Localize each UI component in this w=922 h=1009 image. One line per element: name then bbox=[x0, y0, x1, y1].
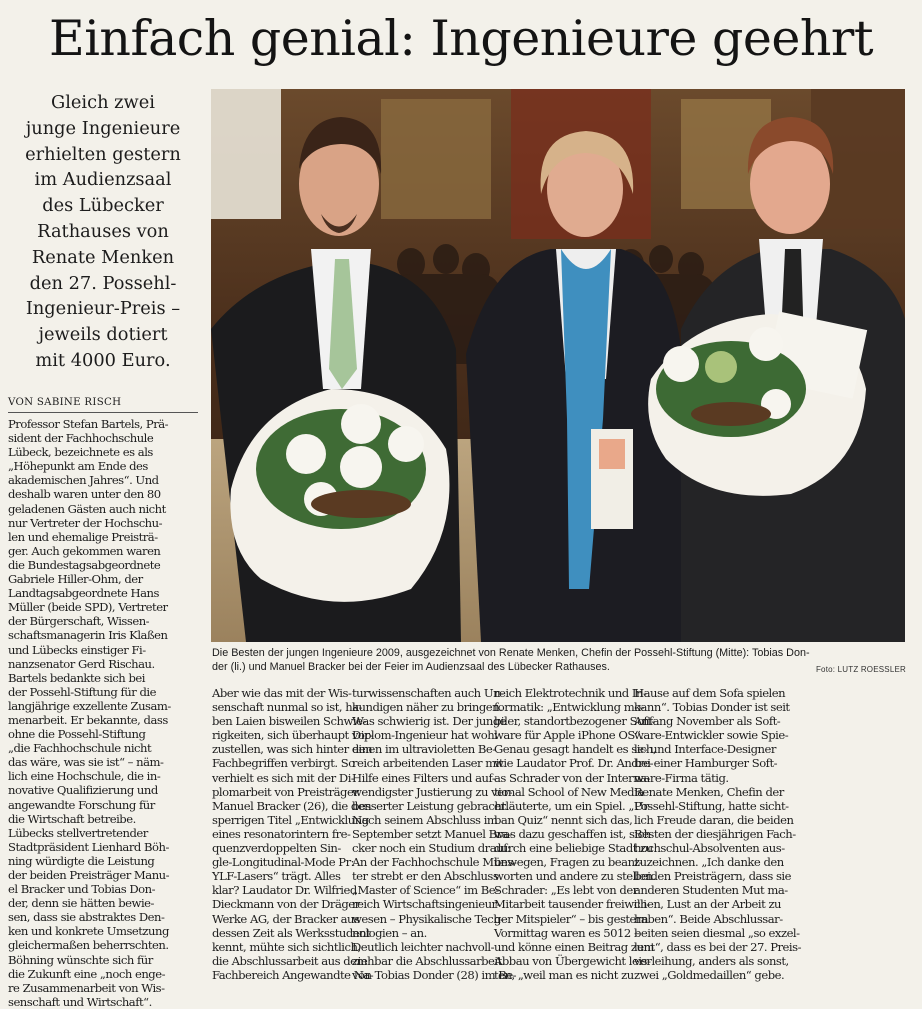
article-line: biler, standortbezogener Soft- bbox=[494, 714, 655, 729]
article-line: September setzt Manuel Bra- bbox=[352, 826, 512, 841]
article-line: bewegen, Fragen zu beant- bbox=[494, 855, 643, 870]
article-column-5 bbox=[634, 686, 801, 982]
article-line: besserter Leistung gebracht. bbox=[352, 798, 509, 813]
article-line: zwei „Goldmedaillen“ gebe. bbox=[634, 967, 785, 982]
article-line: lent“, dass es bei der 27. Preis- bbox=[634, 939, 801, 954]
article-column-1 bbox=[8, 417, 198, 1009]
caption-line: der (li.) und Manuel Bracker bei der Feier im Audienzsaal des Lübecker Rathauses. bbox=[212, 661, 610, 673]
lead-line: erhielten gestern bbox=[25, 143, 181, 165]
article-line: bei einer Hamburger Soft- bbox=[634, 756, 778, 771]
article-line: turwissenschaften auch Un- bbox=[352, 686, 504, 700]
headline: Einfach genial: Ingenieure geehrt bbox=[48, 10, 874, 67]
article-line: wesen – Physikalische Tech- bbox=[352, 911, 504, 926]
article-line: und könne einen Beitrag zum bbox=[494, 939, 654, 954]
article-line: reich arbeitenden Laser mit bbox=[352, 756, 504, 771]
article-line: senschaft nunmal so ist, ha- bbox=[212, 700, 363, 715]
lead-line: jeweils dotiert bbox=[38, 324, 168, 346]
article-line: sen, dass sie abstraktes Den- bbox=[8, 910, 165, 925]
article-line: nur Vertreter der Hochschu- bbox=[8, 515, 163, 530]
article-line: die Zukunft eine „noch enge- bbox=[8, 966, 166, 981]
article-line: Abbau von Übergewicht leis- bbox=[494, 953, 651, 968]
article-line: anderen Studenten Mut ma- bbox=[634, 883, 788, 898]
article-line: Müller (beide SPD), Vertreter bbox=[8, 600, 168, 615]
article-line: beiden Preisträgern, dass sie bbox=[634, 869, 792, 884]
article-line: menarbeit. Er bekannte, dass bbox=[8, 712, 168, 727]
article-line: gleichermaßen beherrschten. bbox=[8, 938, 169, 953]
article-line: rigkeiten, sich überhaupt vor- bbox=[212, 728, 373, 743]
article-line: chen, Lust an der Arbeit zu bbox=[634, 897, 782, 912]
article-line: kennt, mühte sich sichtlich, bbox=[212, 939, 361, 954]
article-line: sperrigen Titel „Entwicklung bbox=[212, 812, 369, 827]
article-line: lich eine Hochschule, die in- bbox=[8, 769, 161, 784]
article-line: ware für Apple iPhone OS“. bbox=[494, 728, 644, 743]
photo-ceremony bbox=[211, 89, 905, 642]
article-line: sident der Fachhochschule bbox=[8, 431, 154, 446]
article-line: die Wirtschaft betreibe. bbox=[8, 811, 136, 826]
article-line: wie Laudator Prof. Dr. Andre- bbox=[494, 756, 654, 771]
article-line: Diplom-Ingenieur hat wohl bbox=[352, 728, 498, 743]
article-line: deshalb waren unter den 80 bbox=[8, 487, 161, 502]
lead-line: des Lübecker bbox=[42, 195, 164, 217]
article-line: Anfang November als Soft- bbox=[634, 714, 781, 729]
article-line: Fachbereich Angewandte Na- bbox=[212, 967, 374, 982]
photo-credit: Foto: LUTZ ROESSLER bbox=[815, 665, 906, 674]
article-line: ter strebt er den Abschluss bbox=[352, 869, 499, 884]
article-line: Genau gesagt handelt es sich, bbox=[494, 742, 657, 757]
lead-line: mit 4000 Euro. bbox=[35, 349, 171, 371]
article-line: nanzsenator Gerd Rischau. bbox=[8, 656, 155, 671]
article-line: Werke AG, der Bracker aus bbox=[212, 911, 360, 926]
lead-line: Renate Menken bbox=[31, 246, 175, 268]
article-line: Deutlich leichter nachvoll- bbox=[352, 939, 495, 954]
article-line: ning würdigte die Leistung bbox=[8, 853, 155, 868]
lead-line: Rathauses von bbox=[37, 220, 169, 242]
article-line: haben“. Beide Abschlussar- bbox=[634, 911, 783, 926]
article-line: eines resonatorintern fre- bbox=[212, 826, 351, 841]
lead-paragraph bbox=[8, 90, 198, 374]
article-line: as Schrader von der Interna- bbox=[494, 770, 651, 785]
article-line: len und ehemalige Preisträ- bbox=[8, 529, 158, 544]
article-column-4 bbox=[494, 686, 657, 982]
article-line: Renate Menken, Chefin der bbox=[634, 784, 784, 799]
article-line: ger Mitspieler“ – bis gestern bbox=[494, 911, 648, 926]
article-line: „Master of Science“ im Be- bbox=[352, 883, 499, 898]
article-line: der Possehl-Stiftung für die bbox=[8, 684, 156, 699]
caption-line: Die Besten der jungen Ingenieure 2009, ausgezeichnet von Renate Menken, Chefin der Possehl-Stiftung (Mitte): Tobias Don- bbox=[212, 647, 810, 659]
article-line: langjährige exzellente Zusam- bbox=[8, 698, 171, 713]
article-line: Fachbegriffen verbirgt. So bbox=[212, 756, 355, 771]
article-line: klar? Laudator Dr. Wilfried bbox=[212, 883, 357, 898]
article-line: Besten der diesjährigen Fach- bbox=[634, 826, 796, 841]
article-line: ziehbar die Abschlussarbeit bbox=[352, 953, 502, 968]
article-line: ware-Entwickler sowie Spie- bbox=[634, 728, 789, 743]
article-line: Landtagsabgeordnete Hans bbox=[8, 586, 159, 601]
article-line: ware-Firma tätig. bbox=[634, 770, 729, 785]
article-line: reich Wirtschaftsingenieur- bbox=[352, 897, 501, 912]
article-line: Schrader: „Es lebt von der bbox=[494, 883, 638, 898]
photo-illustration bbox=[211, 89, 905, 642]
article-line: die Bundestagsabgeordnete bbox=[8, 557, 161, 572]
article-line: novative Qualifizierung und bbox=[8, 783, 158, 798]
article-line: Böhning wünschte sich für bbox=[8, 952, 153, 967]
article-line: was dazu geschaffen ist, sich bbox=[494, 826, 651, 841]
article-line: lich Freude daran, die beiden bbox=[634, 812, 794, 827]
article-line: reich Elektrotechnik und In- bbox=[494, 686, 647, 700]
article-line: das wäre, was sie ist“ – näm- bbox=[8, 755, 164, 770]
article-line: Was schwierig ist. Der junge bbox=[352, 714, 507, 729]
article-line: die Abschlussarbeit aus dem bbox=[212, 953, 368, 968]
article-line: cker noch ein Studium drauf: bbox=[352, 841, 511, 856]
lead-line: junge Ingenieure bbox=[25, 117, 181, 139]
article-line: Bartels bedankte sich bei bbox=[8, 670, 145, 685]
article-line: tional School of New Media bbox=[494, 784, 644, 799]
article-line: der beiden Preisträger Manu- bbox=[8, 868, 170, 882]
article-line: „die Fachhochschule nicht bbox=[8, 741, 152, 756]
article-line: dessen Zeit als Werksstudent bbox=[212, 925, 371, 940]
article-line: von Tobias Donder (28) im Be- bbox=[352, 967, 517, 982]
article-line: und Lübecks einstiger Fi- bbox=[8, 642, 146, 657]
article-line: senschaft und Wirtschaft“. bbox=[8, 994, 152, 1009]
article-line: wendigster Justierung zu ver- bbox=[352, 784, 513, 799]
article-line: erläuterte, um ein Spiel. „Ur- bbox=[494, 798, 652, 813]
article-line: Possehl-Stiftung, hatte sicht- bbox=[634, 798, 789, 813]
article-line: Gabriele Hiller-Ohm, der bbox=[8, 572, 143, 587]
article-line: kann“. Tobias Donder ist seit bbox=[634, 700, 790, 715]
article-line: plomarbeit von Preisträger bbox=[212, 784, 359, 799]
article-line: ohne die Possehl-Stiftung bbox=[8, 727, 146, 742]
article-line: Vormittag waren es 5012 – bbox=[494, 925, 640, 940]
article-line: Aber wie das mit der Wis- bbox=[212, 686, 352, 700]
article-line: gle-Longitudinal-Mode Pr: bbox=[212, 855, 355, 870]
article-line: kundigen näher zu bringen. bbox=[352, 700, 503, 715]
article-line: Lübeck, bezeichnete es als bbox=[8, 445, 153, 460]
article-line: hochschul-Absolventen aus- bbox=[634, 841, 785, 856]
article-line: re Zusammenarbeit von Wis- bbox=[8, 980, 165, 995]
article-line: An der Fachhochschule Müns- bbox=[352, 855, 517, 870]
lead-line: im Audienzsaal bbox=[34, 169, 172, 191]
article-line: verhielt es sich mit der Di- bbox=[212, 770, 355, 785]
byline: VON SABINE RISCH bbox=[8, 397, 198, 413]
article-line: akademischen Jahres“. Und bbox=[8, 473, 159, 488]
article-line: el Bracker und Tobias Don- bbox=[8, 882, 156, 897]
article-line: Mitarbeit tausender freiwilli- bbox=[494, 897, 650, 912]
article-line: ben Laien bisweilen Schwie- bbox=[212, 714, 366, 729]
article-line: formatik: „Entwicklung mo- bbox=[494, 700, 645, 715]
article-line: ken und konkrete Umsetzung bbox=[8, 924, 169, 939]
article-line: Manuel Bracker (26), die den bbox=[212, 798, 372, 813]
article-line: einen im ultravioletten Be- bbox=[352, 742, 496, 757]
article-line: verleihung, anders als sonst, bbox=[634, 953, 789, 968]
article-line: beiten seien diesmal „so exzel- bbox=[634, 925, 800, 940]
article-line: worten und andere zu stellen. bbox=[494, 869, 656, 884]
article-line: zustellen, was sich hinter den bbox=[212, 742, 373, 757]
article-line: Nach seinem Abschluss im bbox=[352, 812, 498, 827]
article-line: ban Quiz“ nennt sich das, bbox=[494, 812, 633, 827]
article-line: Dieckmann von der Dräger bbox=[212, 897, 360, 912]
article-line: angewandte Forschung für bbox=[8, 797, 155, 812]
article-line: ten, „weil man es nicht zu bbox=[494, 967, 634, 982]
article-line: Lübecks stellvertretender bbox=[8, 825, 148, 840]
lead-line: den 27. Possehl- bbox=[29, 272, 177, 294]
article-line: nologien – an. bbox=[352, 925, 427, 940]
article-line: le- und Interface-Designer bbox=[634, 742, 776, 757]
article-line: ger. Auch gekommen waren bbox=[8, 543, 161, 558]
article-line: Professor Stefan Bartels, Prä- bbox=[8, 417, 169, 431]
article-line: zuzeichnen. „Ich danke den bbox=[634, 855, 784, 870]
article-column-2 bbox=[212, 686, 374, 982]
lead-line: Gleich zwei bbox=[51, 92, 155, 113]
article-line: durch eine beliebige Stadt zu bbox=[494, 841, 653, 856]
lead-line: Ingenieur-Preis – bbox=[25, 298, 181, 320]
article-column-3 bbox=[352, 686, 517, 982]
article-line: Stadtpräsident Lienhard Böh- bbox=[8, 839, 169, 854]
article-line: geladenen Gästen auch nicht bbox=[8, 501, 166, 516]
article-line: Hilfe eines Filters und auf- bbox=[352, 770, 496, 785]
article-line: schaftsmanagerin Iris Klaßen bbox=[8, 628, 168, 643]
article-line: „Höhepunkt am Ende des bbox=[8, 459, 148, 474]
article-line: YLF-Lasers“ trägt. Alles bbox=[212, 869, 341, 884]
article-line: der Bürgerschaft, Wissen- bbox=[8, 614, 150, 629]
article-line: quenzverdoppelten Sin- bbox=[212, 841, 341, 856]
article-line: der, denn sie hätten bewie- bbox=[8, 896, 154, 911]
article-line: Hause auf dem Sofa spielen bbox=[634, 686, 786, 700]
